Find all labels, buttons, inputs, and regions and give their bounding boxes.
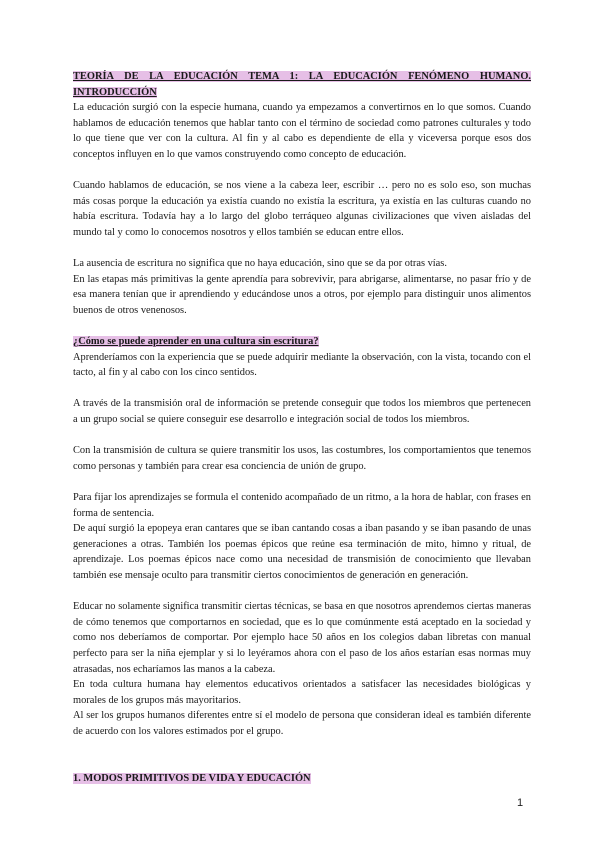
paragraph-body-7: En toda cultura humana hay elementos educativos orientados a satisfacer las necesidades biológicas y morales de los grupos más mayoritarios.	[73, 679, 531, 706]
paragraph-intro-1: La educación surgió con la especie humana, cuando ya empezamos a convertirnos en lo que somos. Cuando hablamos de educación tenemos que hablar tanto con el término de sociedad como patrones culturales y todo lo que tiene que ver con la cultura. Al fin y al cabo es dependiente de ella y viceversa porque esos dos conceptos influyen en lo que vamos construyendo como concepto de educación.	[73, 102, 531, 160]
paragraph-body-1: Aprenderíamos con la experiencia que se puede adquirir mediante la observación, con la vista, tocando con el tacto, al fin y al cabo con los cinco sentidos.	[73, 351, 531, 379]
paragraph-intro-4: En las etapas más primitivas la gente aprendía para sobrevivir, para abrigarse, alimentarse, no pasar frío y de esa manera tenían que ir aprendiendo y educándose unos a otros, por ejemplo para distinguir unos alimentos buenos de otros venenosos.	[73, 273, 531, 316]
page-number: 1	[517, 797, 524, 809]
paragraph-intro-2: Cuando hablamos de educación, se nos viene a la cabeza leer, escribir … pero no es solo eso, son muchas más cosas porque la educación ya existía cuando no existía la escritura, ya existía en las culturas cuando no había escritura. Todavía hay a lo largo del globo terráqueo algunas civilizaciones que viven aisladas del mundo tal y como lo conocemos nosotros y ellos también se educan entre ellos.	[73, 180, 531, 238]
section-highlight: 1. MODOS PRIMITIVOS DE VIDA Y EDUCACIÓN	[73, 772, 311, 784]
title-highlight: TEORÍA DE LA EDUCACIÓN TEMA 1: LA EDUCACIÓN FENÓMENO HUMANO. INTRODUCCIÓN	[73, 71, 531, 98]
question-highlight: ¿Cómo se puede aprender en una cultura sin escritura?	[73, 336, 319, 348]
section-heading	[73, 771, 531, 787]
paragraph-body-8: Al ser los grupos humanos diferentes entre sí el modelo de persona que consideran ideal es también diferente de acuerdo con los valores estimados por el grupo.	[73, 710, 531, 737]
question-heading	[73, 334, 531, 350]
paragraph-intro-3: La ausencia de escritura no significa que no haya educación, sino que se da por otras vías.	[73, 258, 447, 270]
paragraph-body-4: Para fijar los aprendizajes se formula el contenido acompañado de un ritmo, a la hora de hablar, con frases en forma de sentencia.	[73, 492, 531, 519]
paragraph-body-6: Educar no solamente significa transmitir ciertas técnicas, se basa en que nosotros aprendemos ciertas maneras de cómo tenemos que comportarnos en sociedad, que es lo que comúnmente está aceptado en la sociedad y como nos deberíamos de comportar. Por ejemplo hace 50 años en los colegios daban libretas con manual perfecto para ser la niña ejemplar y si lo leyéramos ahora con el paso de los años estarían esas normas muy atrasadas, nos echaríamos las manos a la cabeza.	[73, 601, 531, 675]
paragraph-body-3: Con la transmisión de cultura se quiere transmitir los usos, las costumbres, los comportamientos que tenemos como personas y también para crear esa conciencia de unión de grupo.	[73, 445, 531, 472]
document-page	[73, 69, 531, 786]
paragraph-body-2: A través de la transmisión oral de información se pretende conseguir que todos los miembros que pertenecen a un grupo social se quiere conseguir ese desarrollo e integración social de todos los miembros.	[73, 398, 531, 426]
document-title	[73, 69, 531, 100]
paragraph-body-5: De aquí surgió la epopeya eran cantares que se iban cantando cosas a iban pasando y se iban pasando de unas generaciones a otras. También los poemas épicos que reúne esa terminación de mito, himno y ritual, de aprendizaje. Los poemas épicos nace como una necesidad de transmisión de conocimiento que llevaban también ese mensaje oculto para transmitir ciertos conocimientos de generación en generación.	[73, 523, 531, 581]
